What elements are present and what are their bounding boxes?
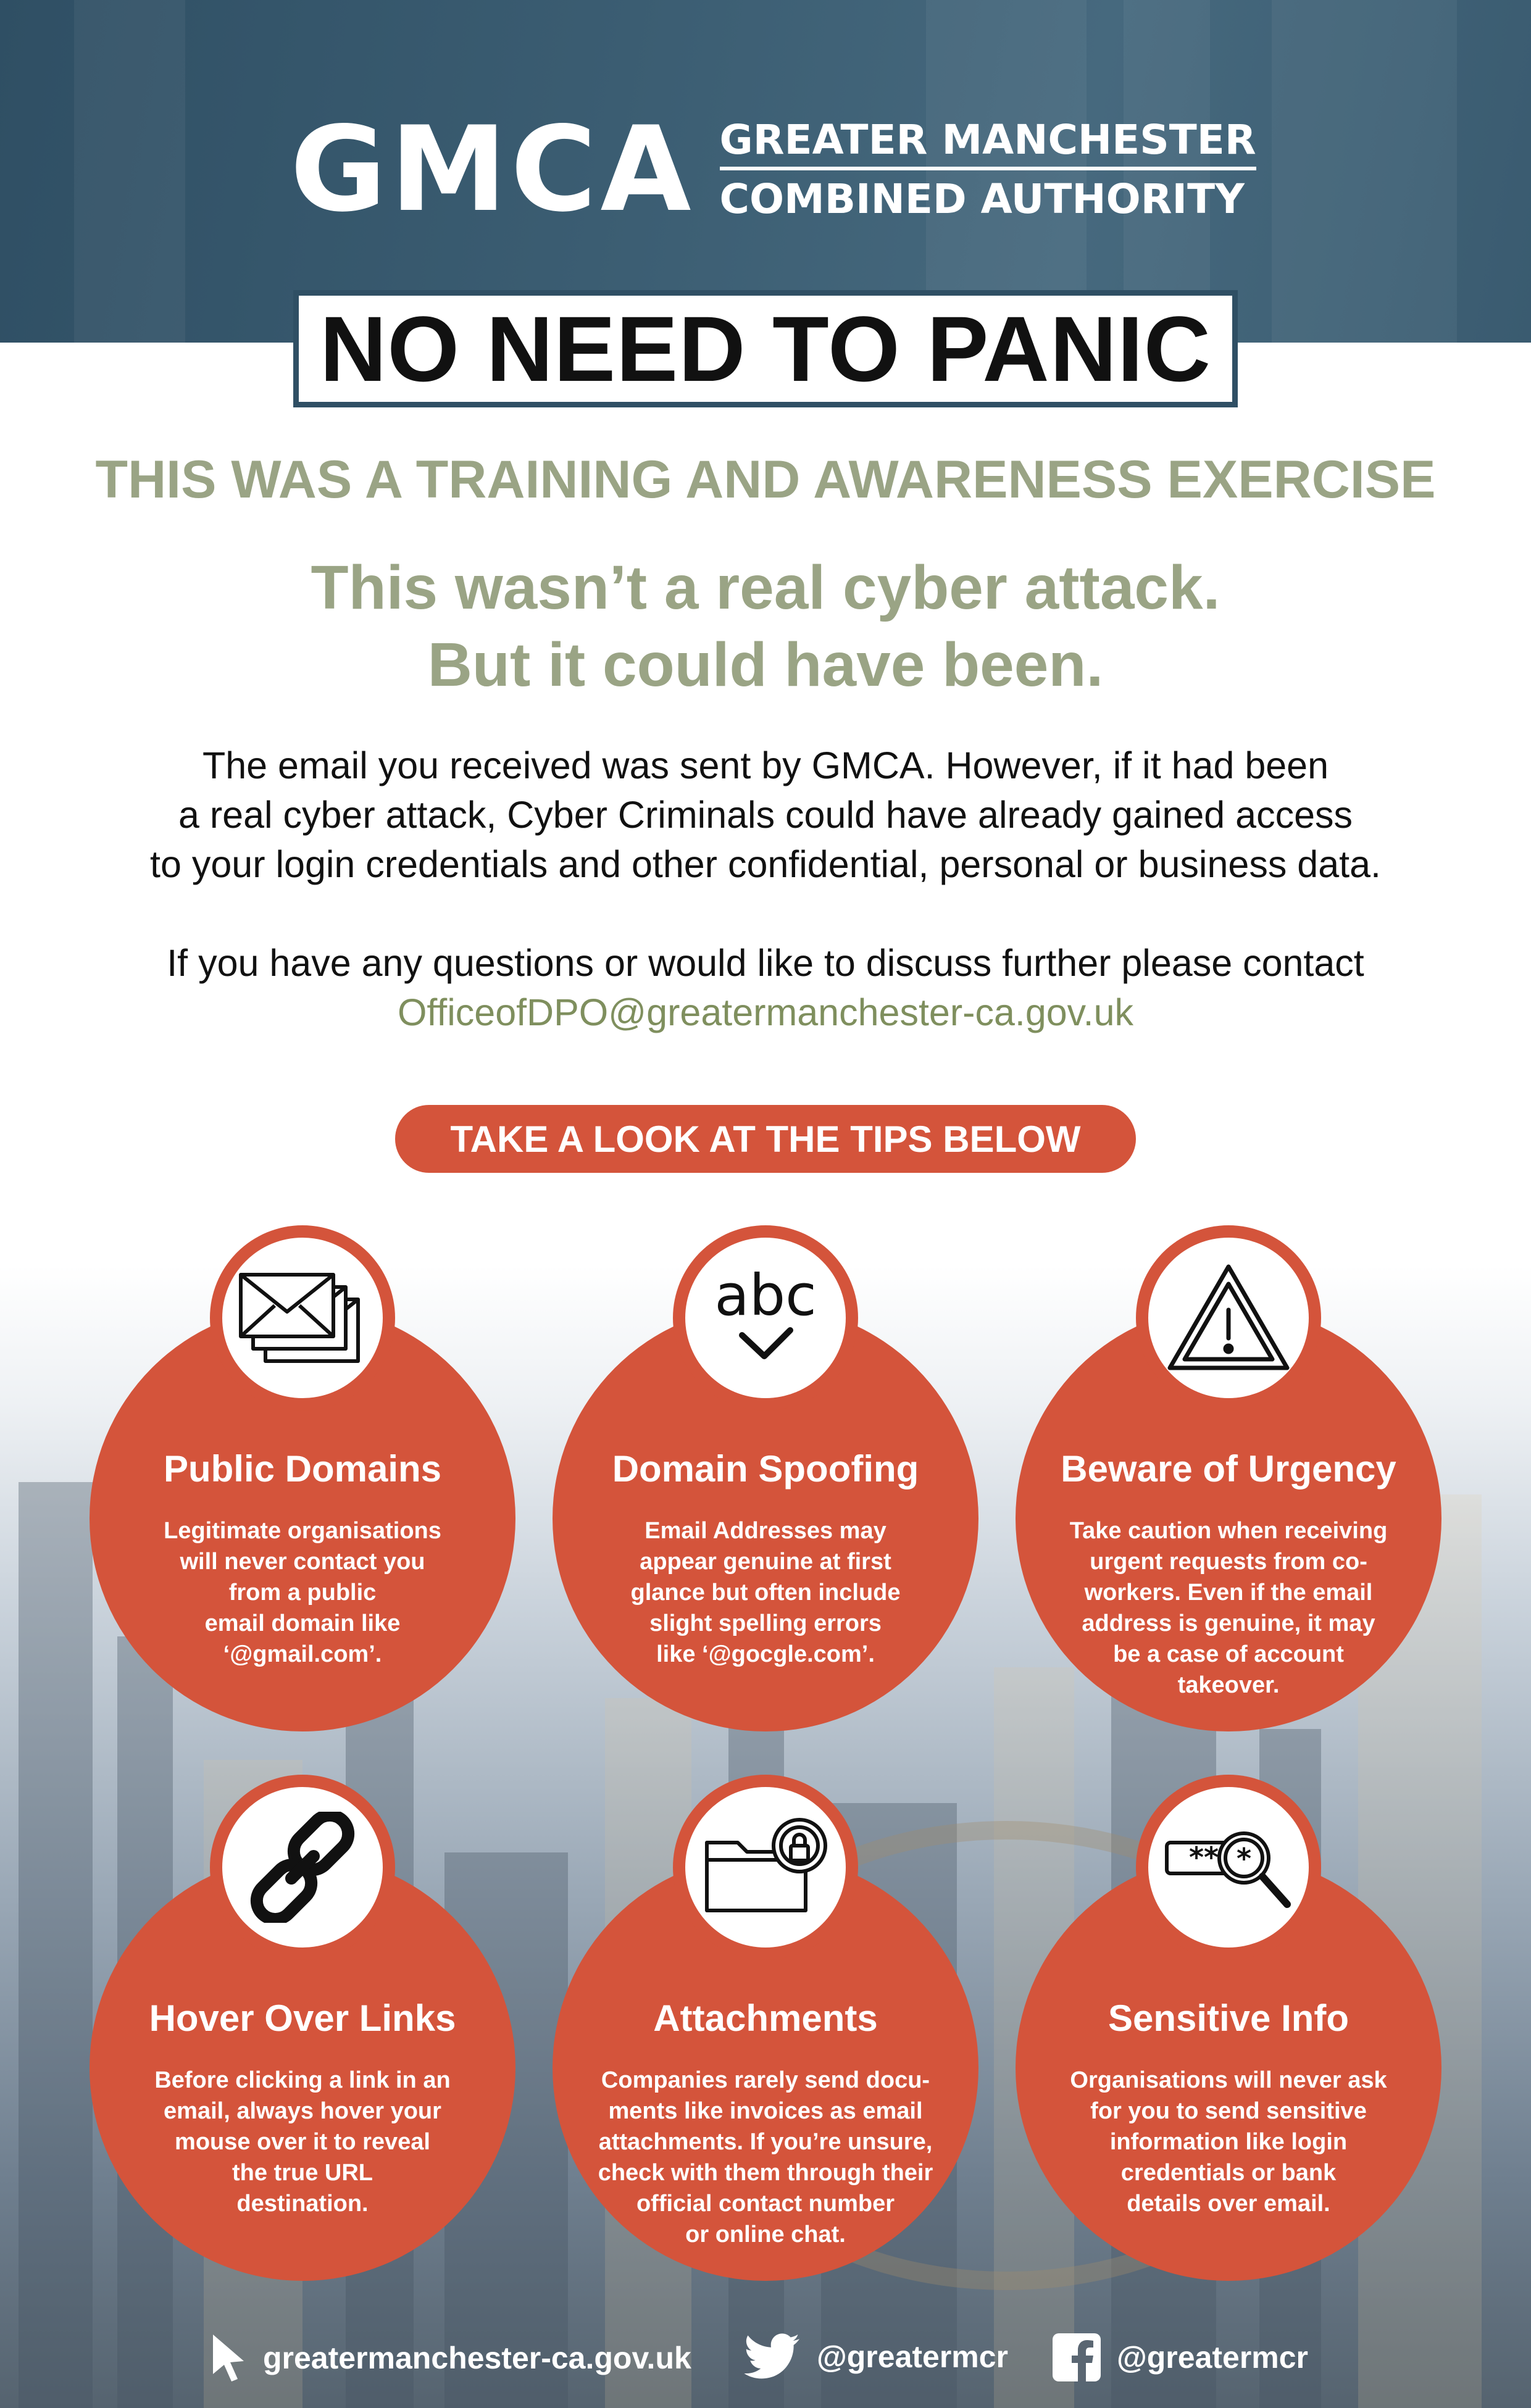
tips-banner-label: TAKE A LOOK AT THE TIPS BELOW — [450, 1118, 1081, 1160]
cursor-arrow-icon — [210, 2333, 247, 2383]
tagline-line-2: But it could have been. — [427, 630, 1104, 699]
tip-title: Attachments — [653, 1998, 878, 2039]
svg-text:*: * — [1236, 1842, 1252, 1875]
contact-line: If you have any questions or would like to discuss further please contact — [167, 942, 1364, 984]
tip-card-sensitive-info — [1016, 1841, 1441, 2281]
chain-link-icon — [247, 1812, 358, 1923]
paragraph-line: The email you received was sent by GMCA. However, if it had been — [202, 744, 1329, 786]
tagline-line-1: This wasn’t a real cyber attack. — [311, 553, 1220, 622]
tip-card-public-domains — [90, 1306, 515, 1731]
logo-line-2: COMBINED AUTHORITY — [719, 175, 1245, 223]
tips-banner — [395, 1105, 1136, 1173]
tip-card-domain-spoofing — [553, 1262, 978, 1731]
envelopes-icon — [235, 1265, 370, 1370]
footer-facebook: @greatermcr — [1117, 2340, 1309, 2375]
tip-title: Beware of Urgency — [1061, 1448, 1396, 1489]
password-magnifier-icon — [1161, 1812, 1296, 1923]
tip-description: Legitimate organisations will never contact you from a public email domain like ‘@gmail.com’. — [164, 1518, 441, 1667]
tip-description: Companies rarely send docu- ments like invoices as email attachments. If you’re unsure, check with them through their official contact number or online chat. — [598, 2067, 933, 2248]
twitter-bird-icon — [744, 2333, 801, 2380]
footer-website: greatermanchester-ca.gov.uk — [263, 2341, 691, 2375]
svg-text:abc: abc — [714, 1262, 817, 1328]
tip-card-attachments — [553, 1855, 978, 2281]
headline-box — [293, 290, 1238, 407]
logo-mark: GMCA — [290, 101, 695, 238]
svg-text:**: ** — [1188, 1841, 1219, 1874]
spellcheck-abc-icon — [704, 1262, 827, 1373]
tip-description: Email Addresses may appear genuine at first glance but often include slight spelling errors like ‘@gocgle.com’. — [630, 1518, 901, 1667]
paragraph-line: to your login credentials and other confidential, personal or business data. — [150, 843, 1381, 885]
footer-twitter: @greatermcr — [817, 2339, 1009, 2374]
tip-card-beware-of-urgency — [1016, 1306, 1441, 1731]
tip-title: Hover Over Links — [149, 1998, 456, 2039]
footer-twitter-link[interactable] — [744, 2333, 1008, 2380]
tip-description: Take caution when receiving urgent requests from co- workers. Even if the email address is genuine, it may be a case of account takeover. — [1069, 1518, 1388, 1698]
footer-facebook-link[interactable] — [1053, 2333, 1308, 2381]
logo-divider — [720, 167, 1256, 170]
tip-title: Domain Spoofing — [612, 1448, 919, 1489]
tip-description: Organisations will never ask for you to send sensitive information like login credentials or bank details over email. — [1070, 2067, 1387, 2217]
facebook-icon — [1053, 2333, 1101, 2381]
tip-title: Public Domains — [163, 1448, 442, 1489]
logo-line-1: GREATER MANCHESTER — [719, 116, 1256, 164]
headline: NO NEED TO PANIC — [320, 296, 1211, 401]
contact-email-link[interactable]: OfficeofDPO@greatermanchester-ca.gov.uk — [397, 991, 1134, 1033]
warning-triangle-icon — [1164, 1259, 1293, 1377]
gmca-logo — [290, 101, 1256, 238]
locked-folder-icon — [701, 1812, 830, 1923]
exercise-notice: THIS WAS A TRAINING AND AWARENESS EXERCISE — [95, 450, 1436, 509]
footer — [0, 2321, 1531, 2389]
tip-card-hover-over-links — [90, 1855, 515, 2281]
footer-website-link[interactable] — [210, 2333, 691, 2383]
tip-title: Sensitive Info — [1108, 1998, 1350, 2039]
tip-description: Before clicking a link in an email, always hover your mouse over it to reveal the true URL destination. — [154, 2067, 451, 2217]
paragraph-line: a real cyber attack, Cyber Criminals could have already gained access — [178, 794, 1353, 836]
